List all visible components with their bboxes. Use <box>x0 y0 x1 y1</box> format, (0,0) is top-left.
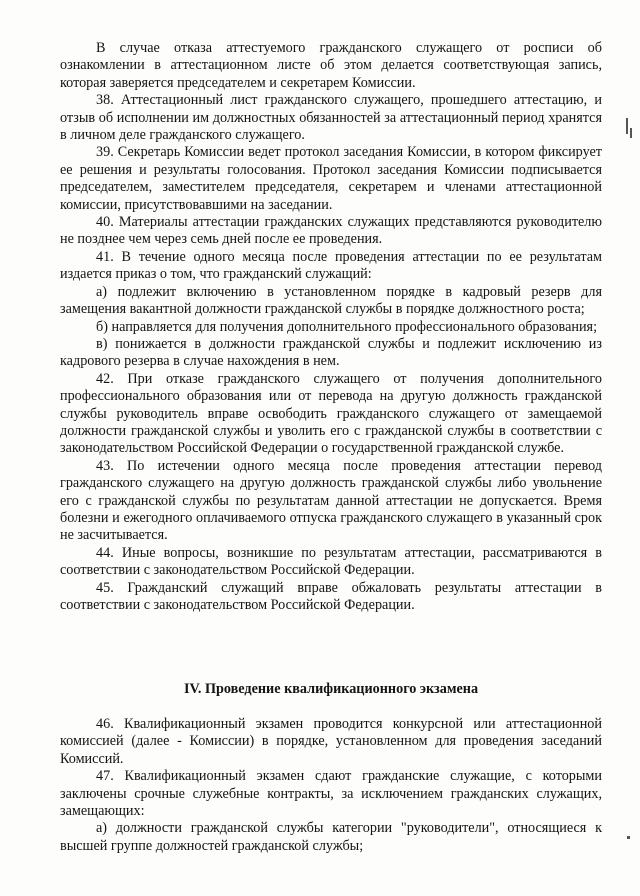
paragraph-39: 39. Секретарь Комиссии ведет протокол заседания Комиссии, в котором фиксирует ее решения и результаты голосования. Протокол заседания Комиссии подписывается председателем, заместителем председателя, секретарем и членами аттестационной комиссии, присутствовавшими на заседании. <box>60 144 602 213</box>
section-heading: IV. Проведение квалификационного экзамена <box>183 681 479 697</box>
paragraph-42: 42. При отказе гражданского служащего от получения дополнительного профессионального образования или от перевода на другую должность гражданской службы руководитель вправе освободить гражданского служащего от замещаемой должности гражданской службы и уволить его с гражданской службы в соответствии с законодательством Российской Федерации о государственной гражданской службе. <box>60 370 602 457</box>
paragraph-40: 40. Материалы аттестации гражданских служащих представляются руководителю не позднее чем через семь дней после ее проведения. <box>60 214 602 248</box>
paragraph-38: 38. Аттестационный лист гражданского служащего, прошедшего аттестацию, и отзыв об исполнении им должностных обязанностей за аттестационный период хранятся в личном деле гражданского служащего. <box>60 92 602 144</box>
paragraph: В случае отказа аттестуемого гражданского служащего от росписи об ознакомлении в аттестационном листе об этом делается соответствующая запись, которая заверяется председателем и секретарем Комиссии. <box>60 40 602 91</box>
scan-mark <box>626 118 628 134</box>
document-body-part1 <box>60 40 602 614</box>
paragraph-47-a: а) должности гражданской службы категории "руководители", относящиеся к высшей группе должностей гражданской службы; <box>60 820 602 854</box>
paragraph-41-b: б) направляется для получения дополнительного профессионального образования; <box>96 318 598 335</box>
paragraph-47: 47. Квалификационный экзамен сдают гражданские служащие, с которыми заключены срочные служебные контракты, за исключением гражданских служащих, замещающих: <box>60 768 602 820</box>
scan-mark <box>627 836 630 839</box>
paragraph-41: 41. В течение одного месяца после проведения аттестации по ее результатам издается приказ о том, что гражданский служащий: <box>60 248 602 283</box>
paragraph-46: 46. Квалификационный экзамен проводится конкурсной или аттестационной комиссией (далее - Комиссии) в порядке, установленном для проведения заседаний Комиссий. <box>60 716 602 767</box>
paragraph-43: 43. По истечении одного месяца после проведения аттестации перевод гражданского служащего на другую должность гражданской службы либо увольнение его с гражданской службы по результатам данной аттестации не допускается. Время болезни и ежегодного оплачиваемого отпуска гражданского служащего в указанный срок не засчитывается. <box>60 457 602 544</box>
paragraph-44: 44. Иные вопросы, возникшие по результатам аттестации, рассматриваются в соответствии с законодательством Российской Федерации. <box>60 544 602 579</box>
paragraph-45: 45. Гражданский служащий вправе обжаловать результаты аттестации в соответствии с законодательством Российской Федерации. <box>60 579 602 613</box>
scan-mark <box>630 128 632 138</box>
document-body-part2 <box>60 716 602 855</box>
paragraph-41-c: в) понижается в должности гражданской службы и подлежит исключению из кадрового резерва в случае нахождения в нем. <box>60 335 602 370</box>
paragraph-41-a: а) подлежит включению в установленном порядке в кадровый резерв для замещения вакантной должности гражданской службы в порядке должностного роста; <box>60 283 602 318</box>
